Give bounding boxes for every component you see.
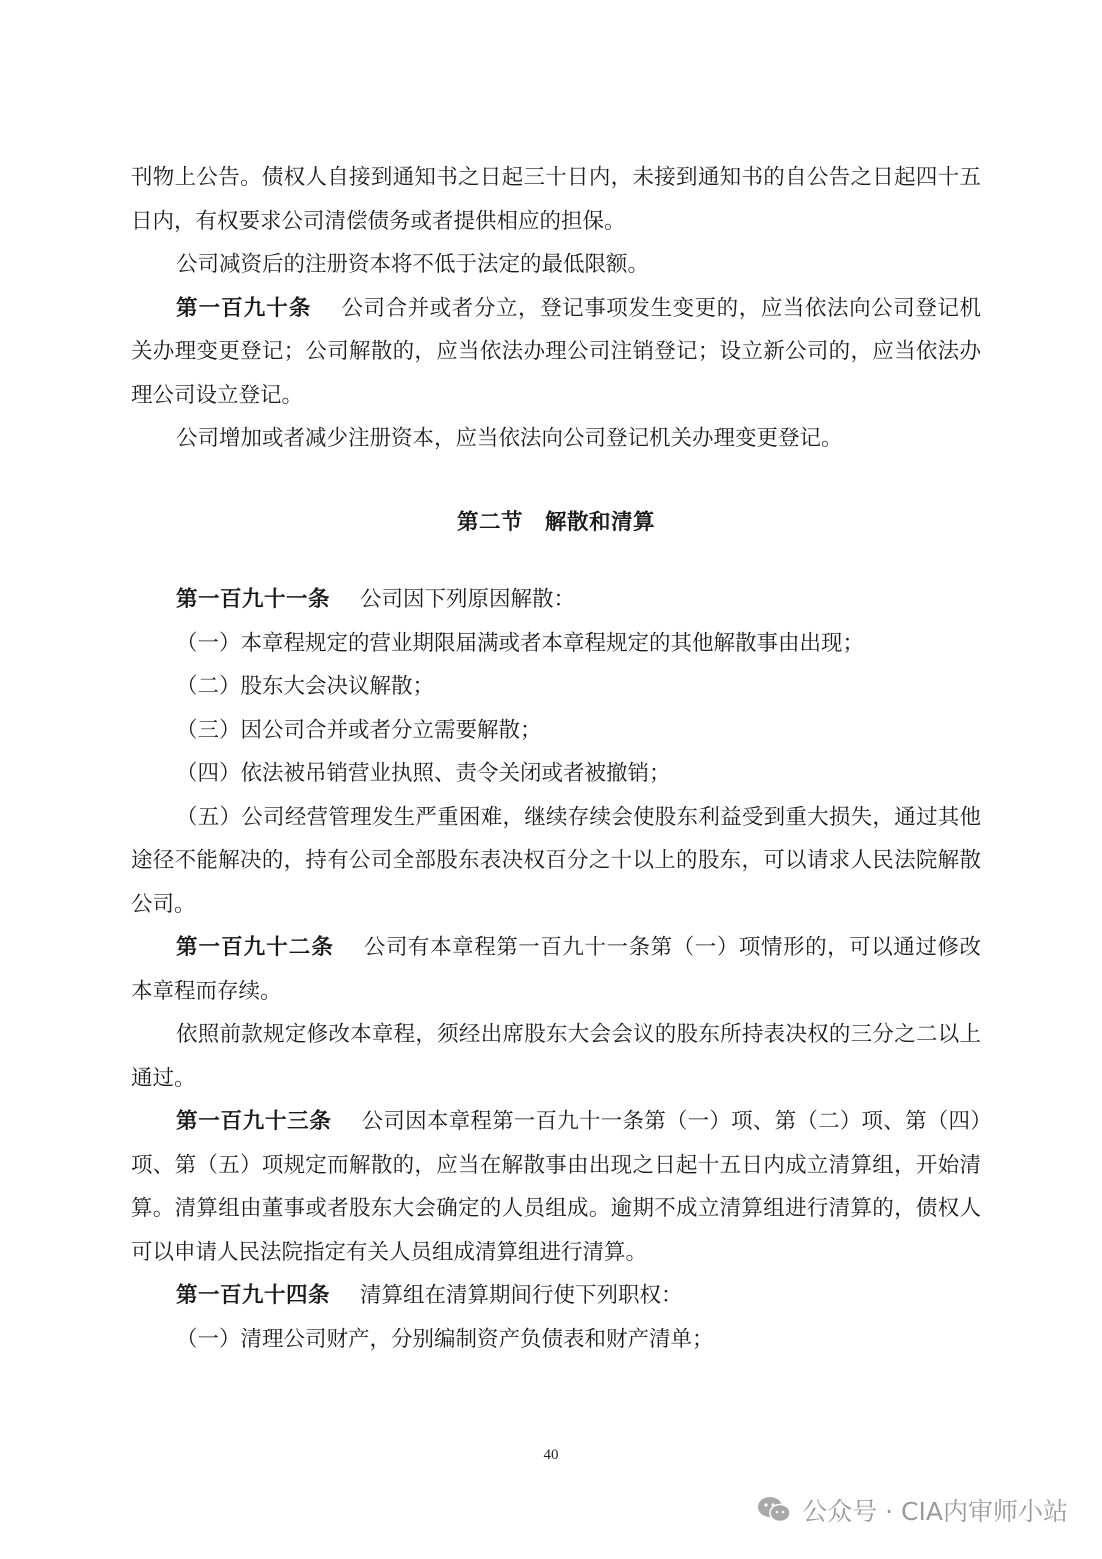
article-191-item-3: （三）因公司合并或者分立需要解散； bbox=[176, 717, 542, 743]
article-191 bbox=[131, 578, 981, 622]
watermark-text: 公众号 · CIA内审师小站 bbox=[802, 1497, 1068, 1526]
page-number: 40 bbox=[543, 1447, 559, 1463]
section-number: 第二节 bbox=[456, 509, 523, 535]
section-heading bbox=[131, 501, 981, 545]
article-192 bbox=[131, 926, 981, 1013]
article-194 bbox=[131, 1274, 981, 1318]
article-192-extra: 依照前款规定修改本章程，须经出席股东大会会议的股东所持表决权的三分之二以上通过。 bbox=[131, 1022, 981, 1091]
document-body bbox=[131, 156, 981, 1361]
paragraph-continued: 刊物上公告。债权人自接到通知书之日起三十日内，未接到通知书的自公告之日起四十五日内，有权要求公司清偿债务或者提供相应的担保。 bbox=[131, 165, 981, 234]
section-title: 解散和清算 bbox=[545, 509, 656, 535]
article-192-number: 第一百九十二条 bbox=[176, 935, 334, 960]
article-192-text: 公司有本章程第一百九十一条第（一）项情形的，可以通过修改本章程而存续。 bbox=[131, 935, 981, 1004]
article-191-item-2: （二）股东大会决议解散； bbox=[176, 674, 435, 699]
article-193 bbox=[131, 1100, 981, 1274]
article-191-item-4: （四）依法被吊销营业执照、责令关闭或者被撤销； bbox=[176, 761, 671, 786]
article-191-item-5: （五）公司经营管理发生严重困难，继续存续会使股东利益受到重大损失，通过其他途径不能解决的，持有公司全部股东表决权百分之十以上的股东，可以请求人民法院解散公司。 bbox=[131, 804, 981, 917]
article-191-item-1: （一）本章程规定的营业期限届满或者本章程规定的其他解散事由出现； bbox=[176, 630, 865, 656]
article-191-number: 第一百九十一条 bbox=[176, 587, 331, 612]
article-190-text: 公司合并或者分立，登记事项发生变更的，应当依法向公司登记机关办理变更登记；公司解散的，应当依法办理公司注销登记；设立新公司的，应当依法办理公司设立登记。 bbox=[131, 295, 981, 408]
article-193-number: 第一百九十三条 bbox=[176, 1109, 332, 1134]
article-190-extra: 公司增加或者减少注册资本，应当依法向公司登记机关办理变更登记。 bbox=[176, 426, 843, 451]
article-194-text: 清算组在清算期间行使下列职权： bbox=[360, 1283, 683, 1308]
article-190-number: 第一百九十条 bbox=[176, 295, 312, 321]
article-194-number: 第一百九十四条 bbox=[176, 1283, 331, 1308]
paragraph-reduced-capital: 公司减资后的注册资本将不低于法定的最低限额。 bbox=[176, 252, 650, 277]
article-191-text: 公司因下列原因解散： bbox=[360, 587, 576, 612]
watermark bbox=[756, 1490, 1068, 1530]
article-193-text: 公司因本章程第一百九十一条第（一）项、第（二）项、第（四）项、第（五）项规定而解散的，应当在解散事由出现之日起十五日内成立清算组，开始清算。清算组由董事或者股东大会确定的人员组成。逾期不成立清算组进行清算的，债权人可以申请人民法院指定有关人员组成清算组进行清算。 bbox=[131, 1109, 981, 1265]
article-194-item-1: （一）清理公司财产，分别编制资产负债表和财产清单； bbox=[176, 1326, 714, 1352]
article-190 bbox=[131, 287, 981, 418]
wechat-icon bbox=[756, 1495, 792, 1525]
